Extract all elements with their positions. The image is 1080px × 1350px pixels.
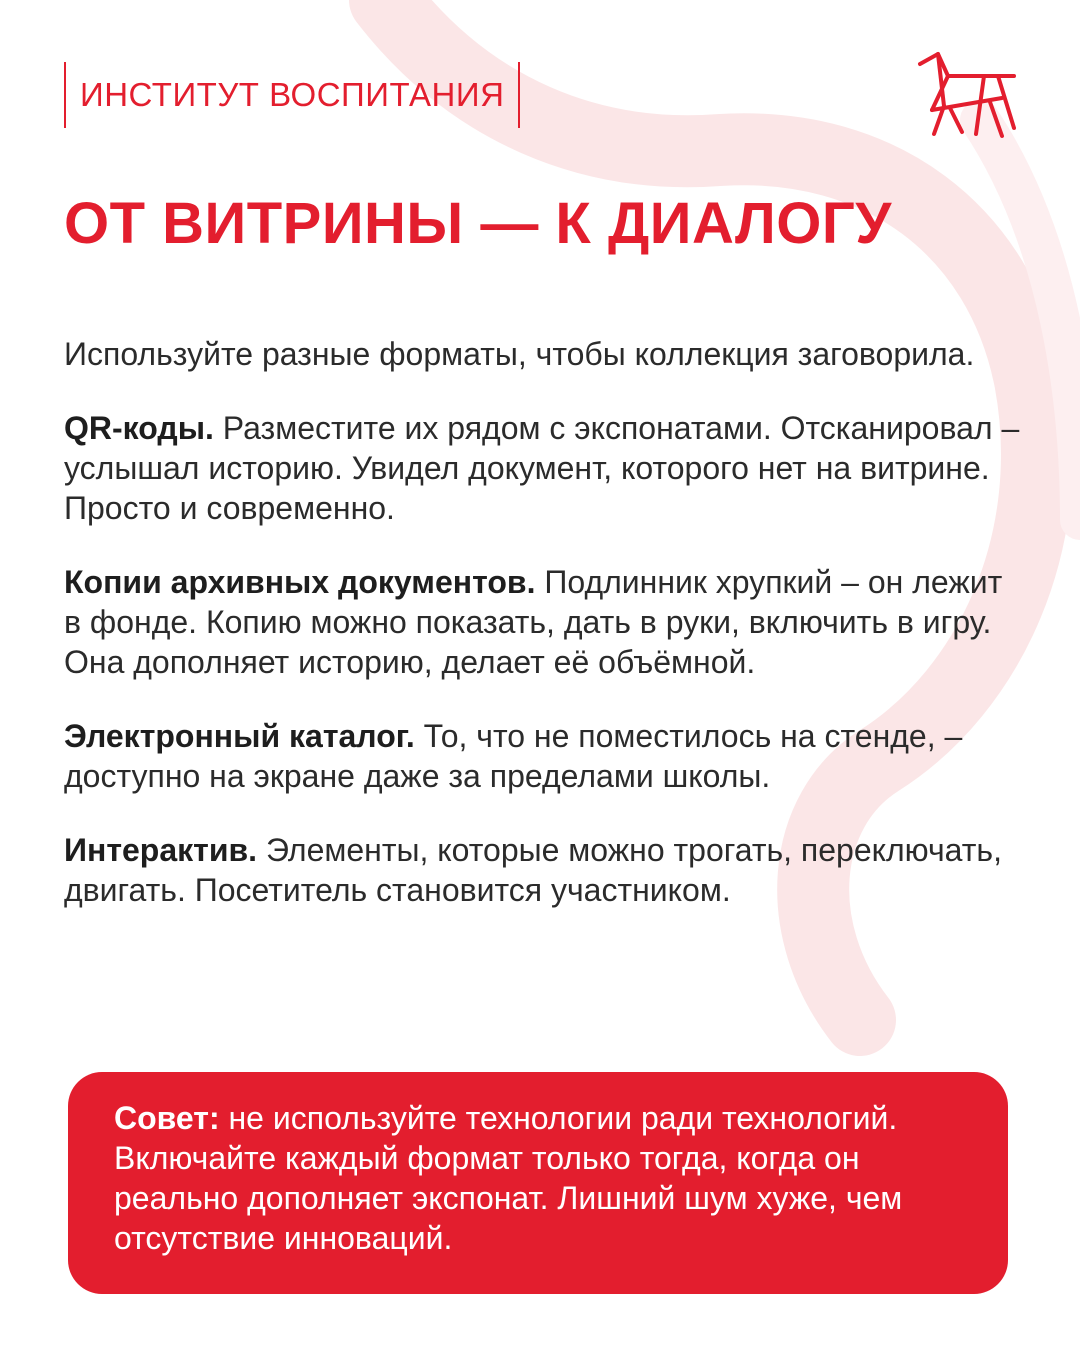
- section-heading: Копии архивных документов.: [64, 564, 536, 600]
- section-archive-copies: [64, 562, 1024, 682]
- section-heading: Интерактив.: [64, 832, 258, 868]
- horse-figure-icon: [914, 48, 1022, 140]
- tip-box: [68, 1072, 1008, 1294]
- section-text: Подлинник хрупкий – он лежит в фонде. Копию можно показать, дать в руки, включить в игру. Она дополняет историю, делает её объёмной.: [64, 564, 1003, 680]
- section-text: Разместите их рядом с экспонатами. Отсканировал – услышал историю. Увидел документ, которого нет на витрине. Просто и современно.: [64, 410, 1020, 526]
- section-text: То, что не поместилось на стенде, – доступно на экране даже за пределами школы.: [64, 718, 963, 794]
- tip-label: Совет:: [114, 1100, 220, 1136]
- section-electronic-catalog: [64, 716, 1024, 796]
- tip-paragraph: [114, 1098, 968, 1258]
- brand-name: ИНСТИТУТ ВОСПИТАНИЯ: [80, 76, 505, 113]
- brand-bar-right: [518, 62, 520, 128]
- brand-header: [64, 62, 520, 128]
- section-interactive: [64, 830, 1024, 910]
- section-heading: QR-коды.: [64, 410, 214, 446]
- page-title: ОТ ВИТРИНЫ — К ДИАЛОГУ: [64, 191, 892, 256]
- section-heading: Электронный каталог.: [64, 718, 415, 754]
- section-qr-codes: [64, 408, 1024, 528]
- content-body: [64, 334, 1024, 944]
- tip-text: не используйте технологии ради технологий. Включайте каждый формат только тогда, когда он реально дополняет экспонат. Лишний шум хуже, чем отсутствие инноваций.: [114, 1100, 903, 1256]
- section-text: Элементы, которые можно трогать, переключать, двигать. Посетитель становится участником.: [64, 832, 1002, 908]
- intro-paragraph: Используйте разные форматы, чтобы коллекция заговорила.: [64, 336, 975, 372]
